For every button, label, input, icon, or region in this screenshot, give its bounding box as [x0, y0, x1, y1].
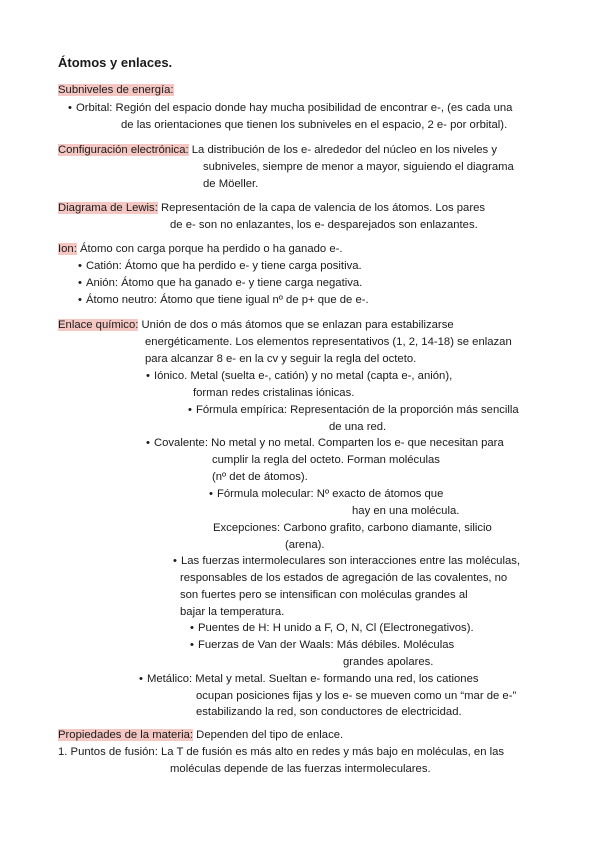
- fusion-line-1: 1. Puntos de fusión: La T de fusión es más alto en redes y más bajo en moléculas, en las: [58, 746, 505, 758]
- highlight-ion: Ion:: [58, 243, 77, 255]
- bullet: •: [146, 370, 150, 382]
- bullet: •: [188, 404, 192, 416]
- metalico-text-1: Metálico: Metal y metal. Sueltan e- formando una red, los cationes: [146, 673, 479, 685]
- ion-line-1: [58, 241, 343, 257]
- enlace-line-1: [58, 317, 454, 333]
- propiedades-text-1: Dependen del tipo de enlace.: [196, 729, 344, 741]
- vdw-line-2: grandes apolares.: [343, 656, 434, 668]
- metalico-line-1: [139, 671, 479, 687]
- anion-text: Anión: Átomo que ha ganado e- y tiene carga negativa.: [85, 277, 363, 289]
- heading-subniveles: [58, 82, 174, 98]
- configuracion-line-2: subniveles, siempre de menor a mayor, siguiendo el diagrama: [203, 161, 514, 173]
- highlight-lewis: Diagrama de Lewis:: [58, 202, 158, 214]
- bullet: •: [78, 260, 82, 272]
- bullet: •: [78, 277, 82, 289]
- vdw-text-1: Fuerzas de Van der Waals: Más débiles. Moléculas: [197, 639, 455, 651]
- covalente-line-2: cumplir la regla del octeto. Forman moléculas: [212, 454, 440, 466]
- puentes-line: [190, 620, 474, 636]
- bullet: •: [173, 555, 177, 567]
- fuerzas-line-1: [173, 553, 520, 569]
- bullet: •: [139, 673, 143, 685]
- ion-neutro: [78, 292, 369, 308]
- covalente-text-1: Covalente: No metal y no metal. Comparten los e- que necesitan para: [153, 437, 504, 449]
- orbital-line-2: de las orientaciones que tienen los subniveles en el espacio, 2 e- por orbital).: [121, 119, 508, 131]
- ionico-text-1: Iónico. Metal (suelta e-, catión) y no metal (capta e-, anión),: [153, 370, 453, 382]
- formula-empirica-line-1: [188, 402, 519, 418]
- propiedades-line-1: [58, 727, 343, 743]
- fuerzas-line-4: bajar la temperatura.: [180, 606, 285, 618]
- lewis-line-2: de e- son no enlazantes, los e- desparejados son enlazantes.: [170, 219, 478, 231]
- metalico-line-3: estabilizando la red, son conductores de electricidad.: [196, 706, 462, 718]
- ionico-line-2: forman redes cristalinas iónicas.: [193, 387, 355, 399]
- enlace-line-3: para alcanzar 8 e- en la cv y seguir la regla del octeto.: [145, 353, 417, 365]
- bullet: •: [146, 437, 150, 449]
- covalente-line-3: (nº det de átomos).: [212, 471, 308, 483]
- configuracion-line-3: de Möeller.: [203, 178, 259, 190]
- formula-empirica-line-2: de una red.: [329, 421, 387, 433]
- bullet: •: [78, 294, 82, 306]
- formula-empirica-text-1: Fórmula empírica: Representación de la proporción más sencilla: [195, 404, 519, 416]
- puentes-text: Puentes de H: H unido a F, O, N, Cl (Electronegativos).: [197, 622, 474, 634]
- highlight-enlace: Enlace químico:: [58, 319, 139, 331]
- fuerzas-text-1: Las fuerzas intermoleculares son interacciones entre las moléculas,: [180, 555, 521, 567]
- fuerzas-line-3: son fuertes pero se intensifican con moléculas grandes al: [180, 589, 468, 601]
- ionico-line-1: [146, 368, 452, 384]
- bullet: •: [209, 488, 213, 500]
- lewis-text-1: Representación de la capa de valencia de los átomos. Los pares: [160, 202, 486, 214]
- enlace-line-2: energéticamente. Los elementos representativos (1, 2, 14-18) se enlazan: [145, 336, 512, 348]
- lewis-line-1: [58, 200, 485, 216]
- bullet: •: [190, 622, 194, 634]
- cation-text: Catión: Átomo que ha perdido e- y tiene carga positiva.: [85, 260, 362, 272]
- covalente-line-1: [146, 435, 504, 451]
- enlace-text-1: Unión de dos o más átomos que se enlazan para estabilizarse: [141, 319, 454, 331]
- highlight-propiedades: Propiedades de la materia:: [58, 729, 194, 741]
- configuracion-text-1: La distribución de los e- alrededor del núcleo en los niveles y: [191, 144, 497, 156]
- highlight-configuracion: Configuración electrónica:: [58, 144, 189, 156]
- formula-molecular-text-1: Fórmula molecular: Nº exacto de átomos que: [216, 488, 444, 500]
- ion-def: Átomo con carga porque ha perdido o ha ganado e-.: [79, 243, 343, 255]
- vdw-line-1: [190, 637, 454, 653]
- formula-molecular-line-2: hay en una molécula.: [352, 505, 460, 517]
- highlight-subniveles: Subniveles de energía:: [58, 84, 174, 96]
- orbital-term: Orbital:: [75, 102, 113, 114]
- neutro-text: Átomo neutro: Átomo que tiene igual nº de p+ que de e-.: [85, 294, 369, 306]
- orbital-text-1: Región del espacio donde hay mucha posibilidad de encontrar e-, (es cada una: [115, 102, 513, 114]
- bullet: •: [190, 639, 194, 651]
- orbital-line-1: [68, 100, 512, 116]
- formula-molecular-line-1: [209, 486, 443, 502]
- configuracion-line-1: [58, 142, 497, 158]
- fuerzas-line-2: responsables de los estados de agregación de las covalentes, no: [180, 572, 508, 584]
- excepciones-line-2: (arena).: [285, 539, 325, 551]
- ion-anion: [78, 275, 362, 291]
- ion-cation: [78, 258, 362, 274]
- bullet: •: [68, 102, 72, 114]
- page-title: Átomos y enlaces.: [58, 55, 173, 70]
- excepciones-line-1: Excepciones: Carbono grafito, carbono diamante, silicio: [213, 522, 492, 534]
- metalico-line-2: ocupan posiciones fijas y los e- se mueven como un “mar de e-”: [196, 690, 517, 702]
- fusion-line-2: moléculas depende de las fuerzas intermoleculares.: [170, 763, 431, 775]
